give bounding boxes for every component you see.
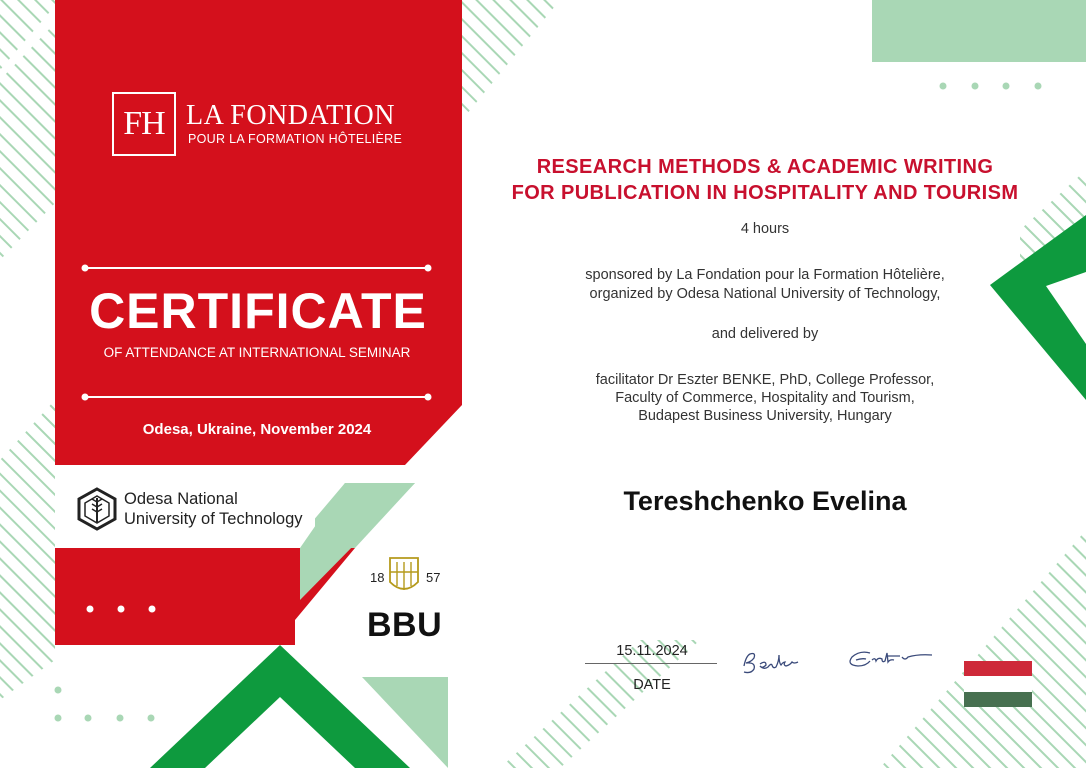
bbu-logo-text: BBU [367, 606, 443, 644]
recipient-name: Tereshchenko Evelina [623, 486, 907, 516]
sponsorship-line1: sponsored by La Fondation pour la Formation Hôtelière, [585, 267, 945, 283]
sponsorship-text [520, 266, 1010, 304]
course-title-line1: RESEARCH METHODS & ACADEMIC WRITING [536, 156, 994, 178]
certificate-title: CERTIFICATE [89, 283, 427, 339]
course-title [500, 154, 1030, 206]
flag-stripe-white [964, 676, 1032, 691]
certificate-place-date: Odesa, Ukraine, November 2024 [142, 421, 372, 438]
facilitator-line2: Faculty of Commerce, Hospitality and Tourism, [615, 390, 915, 406]
fh-monogram-logo: FH [112, 92, 176, 156]
bbu-year-left: 18 [370, 570, 385, 585]
light-green-top-right [872, 0, 1086, 62]
delivered-by-text: and delivered by [711, 326, 819, 342]
facilitator-text [520, 371, 1010, 425]
university-name-line1: Odesa National [124, 490, 238, 508]
university-name-line2: University of Technology [124, 510, 303, 528]
university-name [124, 489, 303, 529]
organization-subtitle: POUR LA FORMATION HÔTELIÈRE [188, 132, 403, 146]
signature-icon [744, 652, 932, 672]
course-title-line2: FOR PUBLICATION IN HOSPITALITY AND TOURISM [511, 182, 1019, 204]
date-value: 15.11.2024 [616, 643, 688, 659]
sponsorship-line2: organized by Odesa National University of Technology, [589, 286, 941, 302]
facilitator-line1: facilitator Dr Eszter BENKE, PhD, College Professor, [595, 372, 935, 388]
bbu-year-right: 57 [426, 570, 441, 585]
red-panel [55, 0, 462, 465]
hungary-flag-icon [964, 661, 1032, 707]
certificate-subtitle: OF ATTENDANCE AT INTERNATIONAL SEMINAR [103, 345, 411, 360]
organization-name: LA FONDATION [186, 100, 395, 131]
flag-stripe-green [964, 692, 1032, 707]
stripes-bottom-right [880, 530, 1086, 768]
bbu-shield-icon [390, 558, 418, 590]
stripes-top-middle [462, 0, 560, 120]
date-label: DATE [633, 677, 671, 693]
flag-stripe-red [964, 661, 1032, 676]
stripes-bottom-middle [500, 640, 700, 768]
stripes-left-middle [0, 400, 55, 700]
facilitator-line3: Budapest Business University, Hungary [638, 408, 892, 424]
course-duration: 4 hours [740, 221, 790, 237]
date-line [585, 663, 717, 664]
